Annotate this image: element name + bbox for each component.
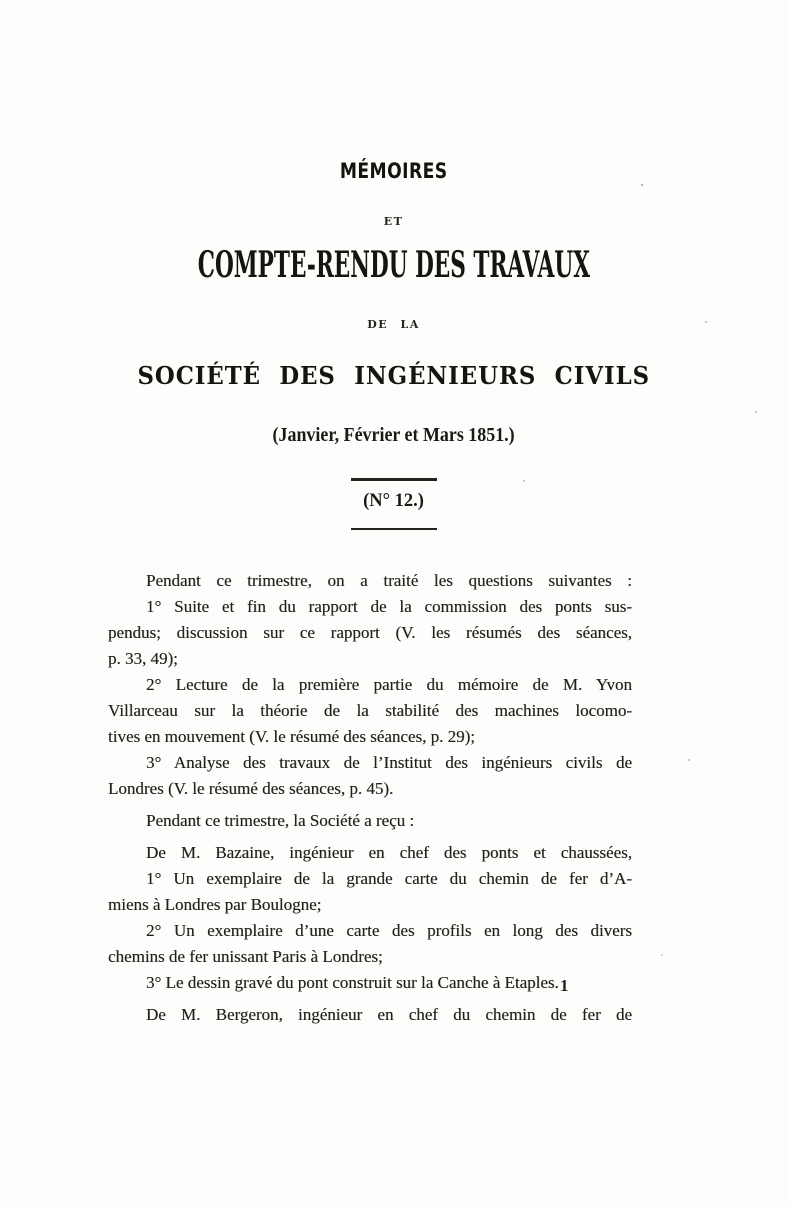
page-subtitle: COMPTE-RENDU DES TRAVAUX	[197, 244, 590, 286]
society-name: SOCIÉTÉ DES INGÉNIEURS CIVILS	[137, 361, 650, 390]
conjunction-et: ET	[383, 215, 404, 228]
subtitle-row	[0, 246, 787, 292]
of-the-row	[0, 318, 787, 331]
text-line: tives en mouvement (V. le résumé des séances, p. 29);	[108, 727, 475, 746]
scan-speck	[641, 184, 643, 186]
text-line: 2° Un exemplaire d’une carte des profils en long des divers	[146, 921, 632, 940]
text-line: 3° Analyse des travaux de l’Institut des ingénieurs civils de	[146, 753, 632, 772]
conjunction-row	[0, 215, 787, 228]
body-text	[108, 568, 632, 1028]
divider-rule-bottom	[351, 528, 437, 531]
conjunction-de-la: DE LA	[367, 318, 420, 331]
issue-number: (N° 12.)	[363, 490, 424, 511]
society-row	[0, 363, 787, 393]
text-line: pendus; discussion sur ce rapport (V. les résumés des séances,	[108, 623, 632, 642]
title-row	[0, 160, 787, 185]
text-line: 2° Lecture de la première partie du mémoire de M. Yvon	[146, 675, 632, 694]
text-line: miens à Londres par Boulogne;	[108, 895, 322, 914]
divider-rule-top	[351, 478, 437, 481]
text-line: Villarceau sur la théorie de la stabilité des machines locomo-	[108, 701, 632, 720]
text-line: Londres (V. le résumé des séances, p. 45).	[108, 779, 394, 798]
date-row	[0, 423, 787, 450]
page-number: 1	[560, 976, 569, 995]
text-line: 1° Un exemplaire de la grande carte du chemin de fer d’A-	[146, 869, 632, 888]
page-title: MÉMOIRES	[339, 159, 448, 183]
title-block	[0, 0, 787, 530]
text-line: chemins de fer unissant Paris à Londres;	[108, 947, 383, 966]
text-line: Pendant ce trimestre, on a traité les questions suivantes :	[146, 571, 632, 590]
date-range: (Janvier, Février et Mars 1851.)	[272, 425, 515, 446]
text-line: De M. Bergeron, ingénieur en chef du chemin de fer de	[146, 1005, 632, 1024]
issue-row	[0, 488, 787, 515]
text-line: 1° Suite et fin du rapport de la commission des ponts sus-	[146, 597, 632, 616]
text-line: Pendant ce trimestre, la Société a reçu :	[146, 811, 415, 830]
text-line: 3° Le dessin gravé du pont construit sur la Canche à Etaples.	[146, 973, 559, 992]
text-line: De M. Bazaine, ingénieur en chef des ponts et chaussées,	[146, 843, 632, 862]
text-line: p. 33, 49);	[108, 649, 178, 668]
